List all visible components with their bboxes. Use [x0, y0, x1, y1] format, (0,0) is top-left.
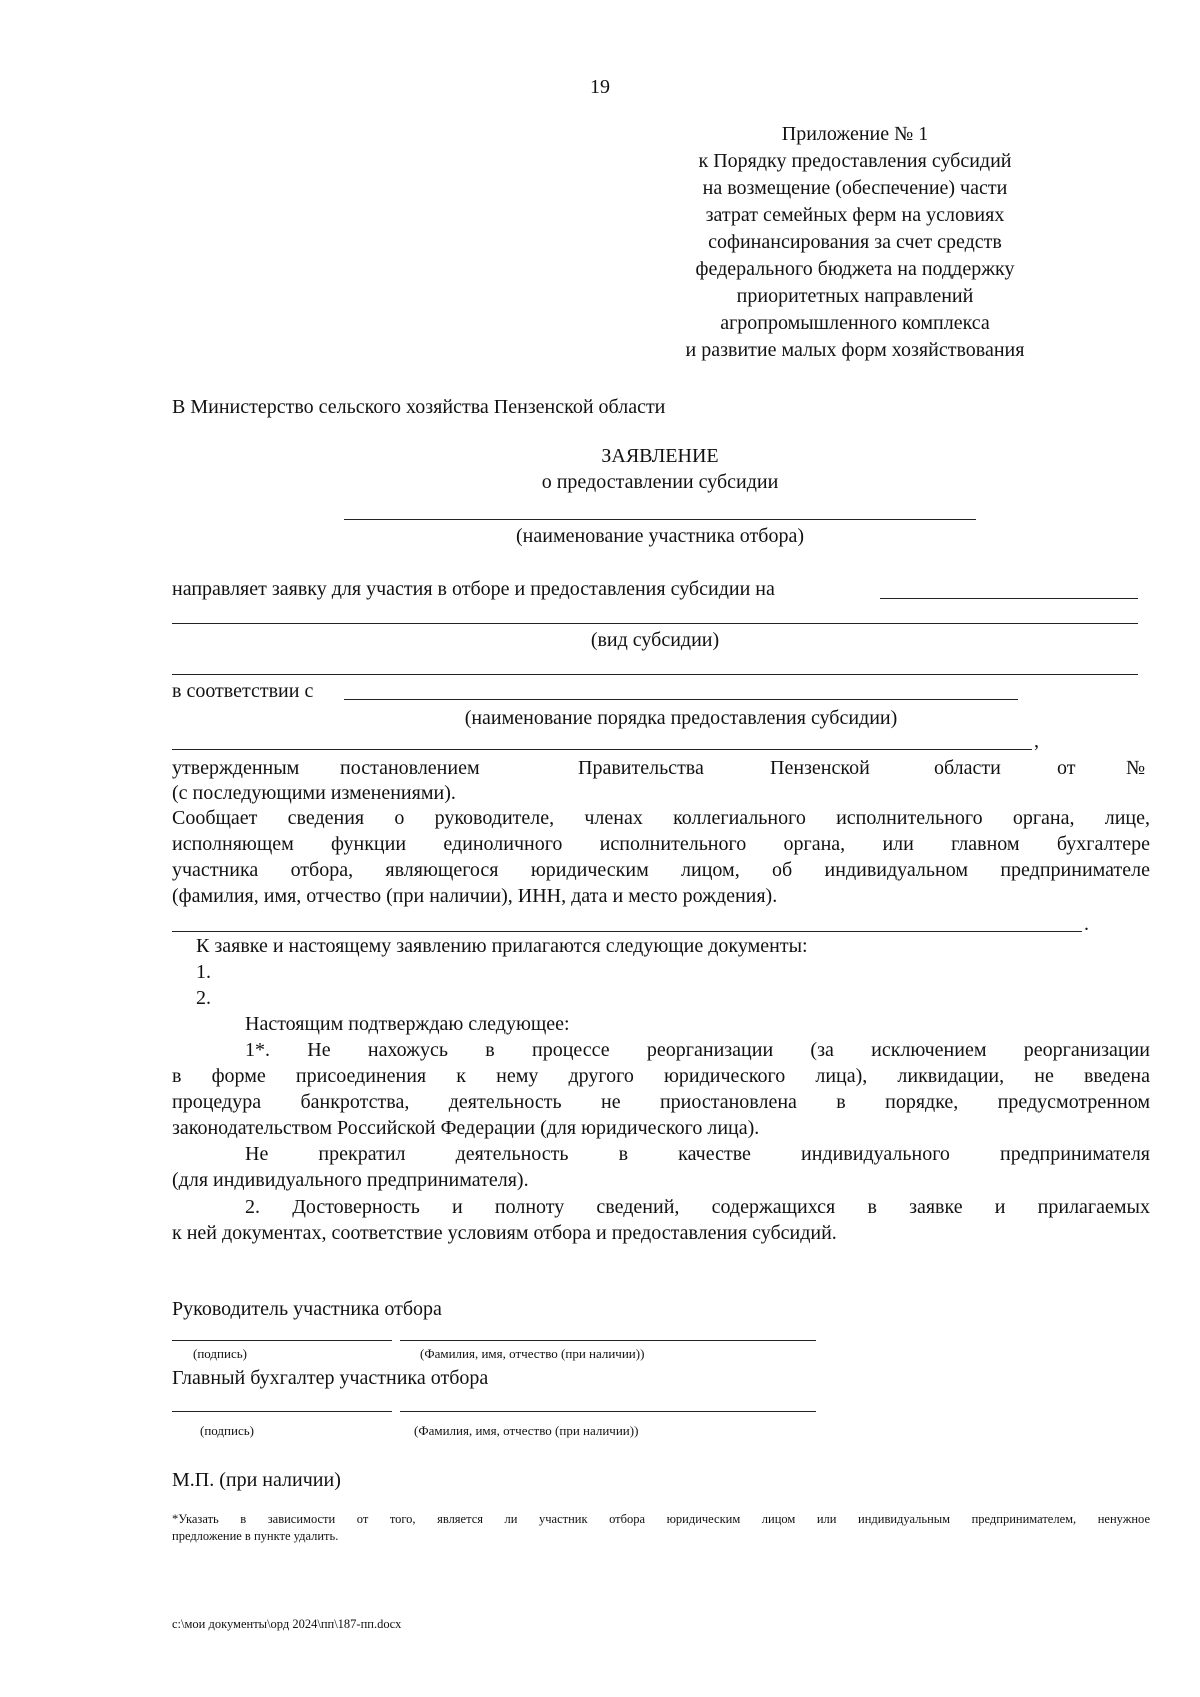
confirm-intro: Настоящим подтверждаю следующее: [245, 1013, 570, 1035]
info-line: участника отбора, являющегося юридическим лицом, об индивидуальном предпринимателе [172, 859, 1150, 881]
accountant-name-caption: (Фамилия, имя, отчество (при наличии)) [414, 1423, 639, 1438]
subsidy-type-line [172, 623, 1138, 624]
appendix-line: затрат семейных ферм на условиях [705, 204, 1005, 226]
request-text: направляет заявку для участия в отборе и предоставления субсидии на [172, 578, 775, 600]
appendix-line: приоритетных направлений [736, 285, 974, 307]
subsidy-blank-line [880, 598, 1138, 599]
head-signature-line [172, 1340, 392, 1341]
documents-intro: К заявке и настоящему заявлению прилагаются следующие документы: [196, 935, 808, 957]
appendix-line: агропромышленного комплекса [720, 312, 990, 334]
head-signature-caption: (подпись) [193, 1346, 247, 1361]
procedure-caption: (наименование порядка предоставления субсидии) [464, 707, 898, 729]
page-number: 19 [590, 76, 610, 98]
item2-line: к ней документах, соответствие условиям отбора и предоставления субсидий. [172, 1222, 837, 1244]
appendix-line: к Порядку предоставления субсидий [698, 150, 1012, 172]
info-fill-line [172, 931, 1082, 932]
item1-line: законодательством Российской Федерации (для юридического лица). [172, 1117, 760, 1139]
approved-word: от [1057, 757, 1076, 779]
footnote-line: *Указать в зависимости от того, является ли участник отбора юридическим лицом или индивидуальным предпринимателем, ненужное [172, 1512, 1150, 1526]
approved-word: Пензенской [770, 757, 870, 779]
head-label: Руководитель участника отбора [172, 1298, 442, 1320]
appendix-line: на возмещение (обеспечение) части [702, 177, 1008, 199]
document-subtitle: о предоставлении субсидии [541, 471, 779, 493]
approved-word: области [934, 757, 1001, 779]
item1b-line: (для индивидуального предпринимателя). [172, 1169, 529, 1191]
approved-word: Правительства [578, 757, 704, 779]
participant-name-line [344, 519, 976, 520]
item2-line: 2. Достоверность и полноту сведений, содержащихся в заявке и прилагаемых [245, 1196, 1150, 1218]
procedure-line [344, 699, 1018, 700]
participant-caption: (наименование участника отбора) [516, 525, 804, 547]
approved-word: постановлением [340, 757, 480, 779]
appendix-line: федерального бюджета на поддержку [695, 258, 1015, 280]
accordance-label: в соответствии с [172, 680, 314, 702]
item1-line: в форме присоединения к нему другого юридического лица), ликвидации, не введена [172, 1065, 1150, 1087]
info-line: (фамилия, имя, отчество (при наличии), ИНН, дата и место рождения). [172, 885, 778, 907]
footnote-line: предложение в пункте удалить. [172, 1529, 339, 1543]
documents-item: 1. [196, 961, 211, 983]
info-line: исполняющем функции единоличного исполнительного органа, или главном бухгалтере [172, 833, 1150, 855]
accountant-label: Главный бухгалтер участника отбора [172, 1367, 489, 1389]
addressee: В Министерство сельского хозяйства Пензенской области [172, 396, 666, 418]
file-path: c:\мои документы\орд 2024\пп\187-пп.docx [172, 1617, 402, 1631]
appendix-line: Приложение № 1 [781, 123, 929, 145]
amendments-text: (с последующими изменениями). [172, 782, 456, 804]
appendix-line: и развитие малых форм хозяйствования [685, 339, 1025, 361]
accountant-signature-caption: (подпись) [200, 1423, 254, 1438]
procedure-extra-line [172, 749, 1032, 750]
accountant-signature-line [172, 1411, 392, 1412]
head-name-caption: (Фамилия, имя, отчество (при наличии)) [420, 1346, 645, 1361]
seal-label: М.П. (при наличии) [172, 1469, 341, 1491]
subsidy-extra-line [172, 674, 1138, 675]
item1-line: 1*. Не нахожусь в процессе реорганизации (за исключением реорганизации [245, 1039, 1150, 1061]
comma-mark: , [1034, 730, 1039, 752]
item1b-line: Не прекратил деятельность в качестве индивидуального предпринимателя [245, 1143, 1150, 1165]
head-name-line [400, 1340, 816, 1341]
document-title: ЗАЯВЛЕНИЕ [601, 445, 719, 467]
approved-word: утвержденным [172, 757, 300, 779]
approved-word: № [1126, 757, 1146, 779]
documents-item: 2. [196, 987, 211, 1009]
item1-line: процедура банкротства, деятельность не приостановлена в порядке, предусмотренном [172, 1091, 1150, 1113]
info-line: Сообщает сведения о руководителе, членах коллегиального исполнительного органа, лице, [172, 807, 1150, 829]
period-mark: . [1084, 913, 1089, 935]
accountant-name-line [400, 1411, 816, 1412]
appendix-line: софинансирования за счет средств [708, 231, 1002, 253]
subsidy-type-caption: (вид субсидии) [590, 629, 720, 651]
